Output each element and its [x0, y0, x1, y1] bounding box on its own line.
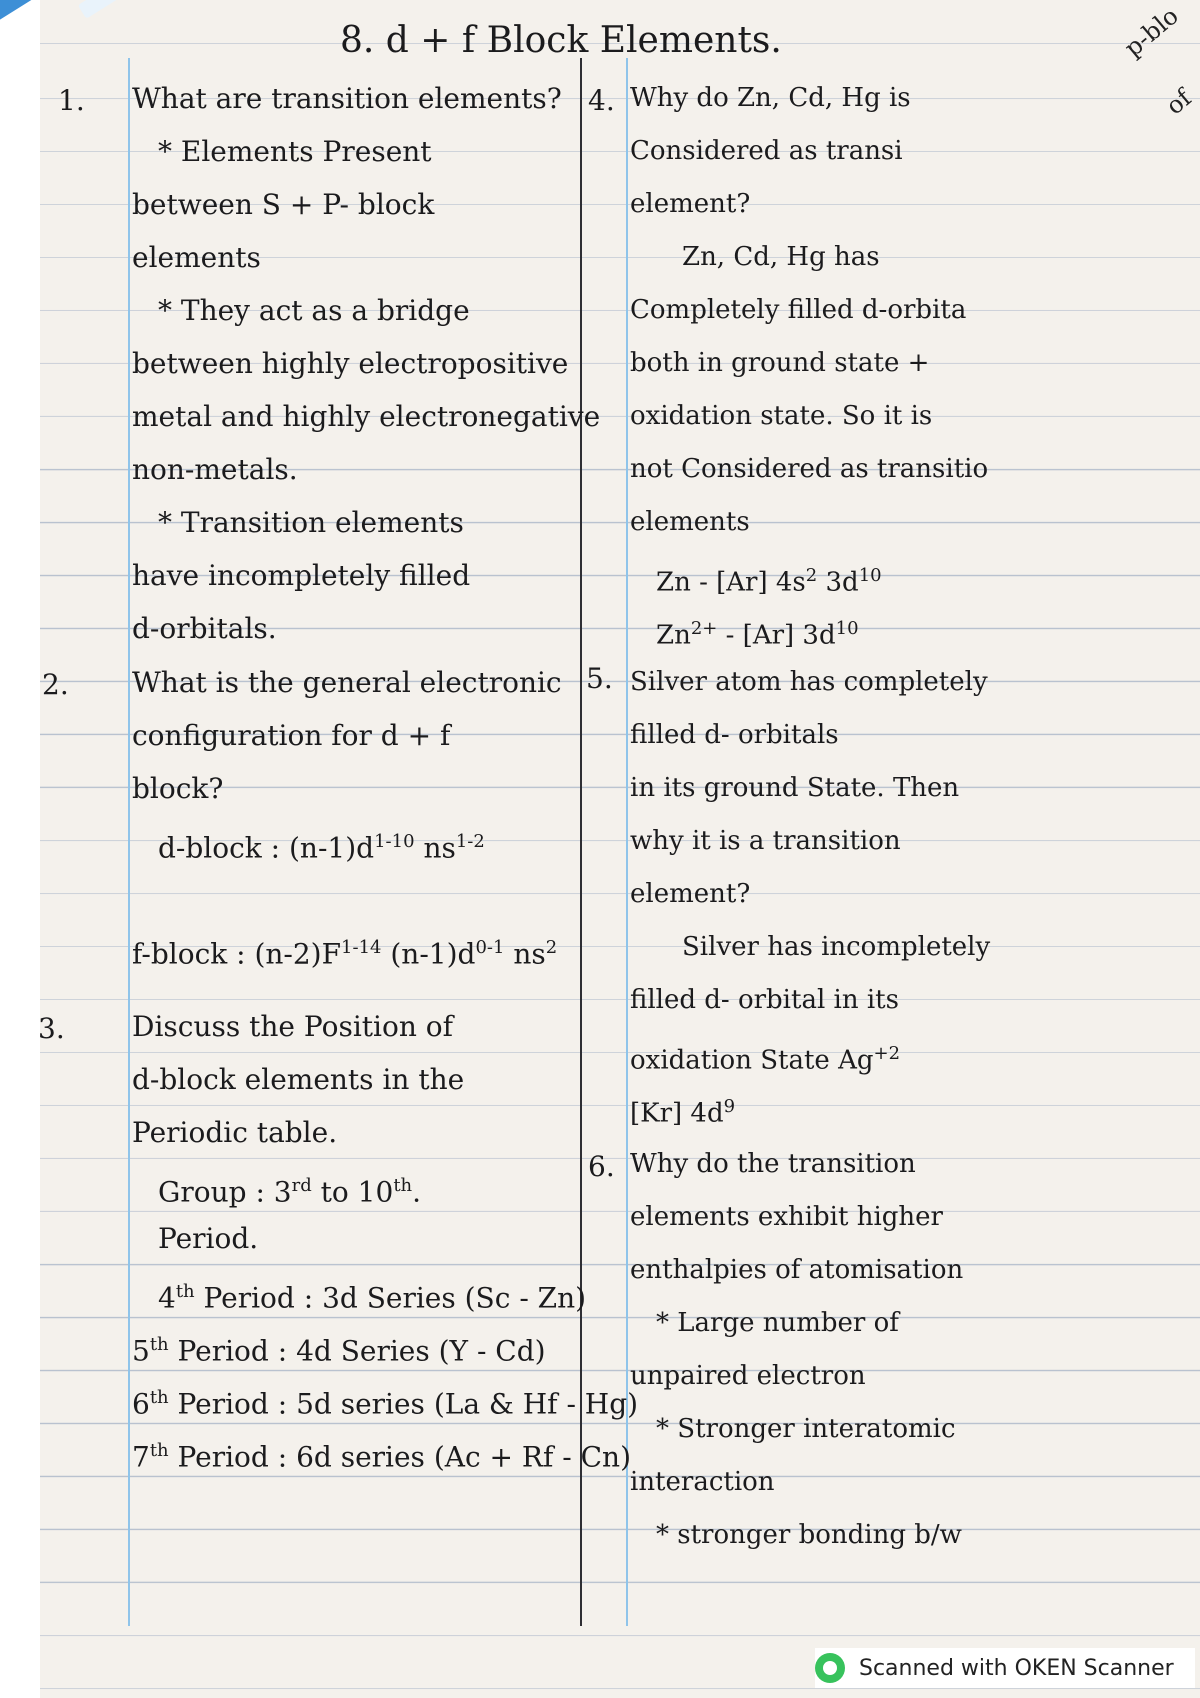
answer-line: between S + P- block	[132, 188, 435, 221]
answer-line: oxidation state. So it is	[630, 401, 933, 431]
config-exponent: 1-14	[341, 937, 382, 958]
question-5-block	[630, 656, 990, 1133]
config-exponent: 1-2	[455, 831, 485, 852]
question-text: why it is a transition	[630, 826, 901, 856]
config-text: (n-1)d	[381, 937, 476, 971]
question-text: Silver atom has completely	[630, 667, 988, 697]
group-text: to 10	[311, 1175, 394, 1209]
question-number: 4.	[588, 84, 615, 117]
question-text: filled d- orbitals	[630, 720, 839, 750]
oken-logo-icon	[815, 1653, 845, 1683]
period-label: Period.	[158, 1222, 259, 1255]
answer-line: * Transition elements	[158, 506, 464, 539]
question-text: Periodic table.	[132, 1116, 338, 1149]
answer-line: interaction	[630, 1467, 775, 1497]
config-exponent: 2	[545, 937, 558, 958]
answer-line: unpaired electron	[630, 1361, 866, 1391]
period-line	[132, 1371, 638, 1424]
question-2-block	[132, 656, 562, 974]
period-number: 4	[158, 1281, 176, 1315]
answer-line: * They act as a bridge	[158, 294, 470, 327]
period-text: Period : 6d series (Ac + Rf - Cn)	[168, 1440, 631, 1474]
question-number: 2.	[42, 668, 69, 701]
question-number: 6.	[588, 1150, 615, 1183]
ordinal: th	[149, 1440, 169, 1461]
answer-line: have incompletely filled	[132, 559, 471, 592]
question-number: 5.	[586, 662, 613, 695]
config-text: Zn - [Ar] 4s	[656, 567, 806, 598]
config-text: 3d	[817, 567, 859, 598]
config-exponent: 10	[835, 618, 859, 639]
config-exponent: 0-1	[475, 937, 505, 958]
answer-line: both in ground state +	[630, 348, 930, 378]
question-text: Discuss the Position of	[132, 1010, 453, 1043]
answer-line: d-orbitals.	[132, 612, 277, 645]
config-text: d-block : (n-1)d	[158, 831, 375, 865]
config-text: [Kr] 4d	[630, 1098, 724, 1129]
answer-line: metal and highly electronegative	[132, 400, 601, 433]
config-text: Zn	[656, 620, 691, 651]
answer-line: Zn, Cd, Hg has	[682, 242, 880, 272]
watermark-text: Scanned with OKEN Scanner	[859, 1655, 1174, 1681]
question-text: Why do Zn, Cd, Hg is	[630, 83, 911, 113]
page-title: 8. d + f Block Elements.	[340, 20, 782, 61]
question-text: Considered as transi	[630, 136, 903, 166]
period-number: 5	[132, 1334, 150, 1368]
answer-line: elements	[630, 507, 750, 537]
question-text: d-block elements in the	[132, 1063, 465, 1096]
d-block-config	[132, 815, 562, 868]
zn-ion-config	[630, 602, 988, 655]
scanner-watermark	[815, 1648, 1195, 1688]
question-number: 3.	[38, 1012, 65, 1045]
ag-oxidation-line	[630, 1027, 990, 1080]
pen-label	[78, 0, 120, 19]
config-exponent: 9	[723, 1096, 736, 1117]
question-text: What is the general electronic	[132, 666, 562, 699]
answer-line: * Large number of	[656, 1308, 899, 1338]
ordinal: th	[149, 1387, 169, 1408]
corner-note: of	[1160, 83, 1197, 121]
answer-line: Completely filled d-orbita	[630, 295, 967, 325]
period-text: Period : 4d Series (Y - Cd)	[168, 1334, 546, 1368]
f-block-config	[132, 921, 562, 974]
answer-line: not Considered as transitio	[630, 454, 989, 484]
answer-line: Silver has incompletely	[682, 932, 991, 962]
ag-config	[630, 1080, 990, 1133]
config-text: ns	[504, 937, 546, 971]
answer-line: elements	[132, 241, 261, 274]
ion-charge: 2+	[690, 618, 718, 639]
ordinal: th	[175, 1281, 195, 1302]
question-1-block	[132, 72, 600, 655]
config-text: f-block : (n-2)F	[132, 937, 342, 971]
period-text: Period : 5d series (La & Hf - Hg)	[168, 1387, 639, 1421]
group-text: Group : 3	[158, 1175, 292, 1209]
period-number: 7	[132, 1440, 150, 1474]
scan-edge	[0, 0, 40, 1698]
question-3-block	[132, 1000, 638, 1477]
config-exponent: 2	[805, 565, 818, 586]
config-exponent: 1-10	[374, 831, 415, 852]
answer-line: between highly electropositive	[132, 347, 569, 380]
answer-line: * Elements Present	[158, 135, 432, 168]
question-number: 1.	[58, 84, 85, 117]
question-text: elements exhibit higher	[630, 1202, 943, 1232]
question-4-block	[630, 72, 988, 655]
answer-line: non-metals.	[132, 453, 298, 486]
ordinal: th	[393, 1175, 413, 1196]
group-line	[132, 1159, 638, 1212]
period-text: Period : 3d Series (Sc - Zn)	[194, 1281, 587, 1315]
config-text: ns	[414, 831, 456, 865]
ion-charge: +2	[873, 1043, 901, 1064]
question-text: in its ground State. Then	[630, 773, 960, 803]
question-text: enthalpies of atomisation	[630, 1255, 964, 1285]
answer-text: oxidation State Ag	[630, 1045, 874, 1076]
margin-line	[128, 58, 130, 1626]
period-number: 6	[132, 1387, 150, 1421]
question-text: element?	[630, 879, 751, 909]
period-line	[132, 1318, 638, 1371]
period-line	[132, 1265, 638, 1318]
period-line	[132, 1424, 638, 1477]
question-text: What are transition elements?	[132, 82, 562, 115]
question-text: Why do the transition	[630, 1149, 916, 1179]
question-text: configuration for d + f	[132, 719, 451, 752]
zn-config	[630, 549, 988, 602]
question-text: block?	[132, 772, 224, 805]
question-text: element?	[630, 189, 751, 219]
ordinal: th	[149, 1334, 169, 1355]
answer-line: filled d- orbital in its	[630, 985, 899, 1015]
group-text: .	[412, 1175, 422, 1209]
ordinal: rd	[291, 1175, 312, 1196]
answer-line: * stronger bonding b/w	[656, 1520, 962, 1550]
question-6-block	[630, 1138, 963, 1562]
config-text: - [Ar] 3d	[717, 620, 836, 651]
config-exponent: 10	[858, 565, 882, 586]
answer-line: * Stronger interatomic	[656, 1414, 956, 1444]
corner-note: p-blo	[1119, 1, 1184, 63]
